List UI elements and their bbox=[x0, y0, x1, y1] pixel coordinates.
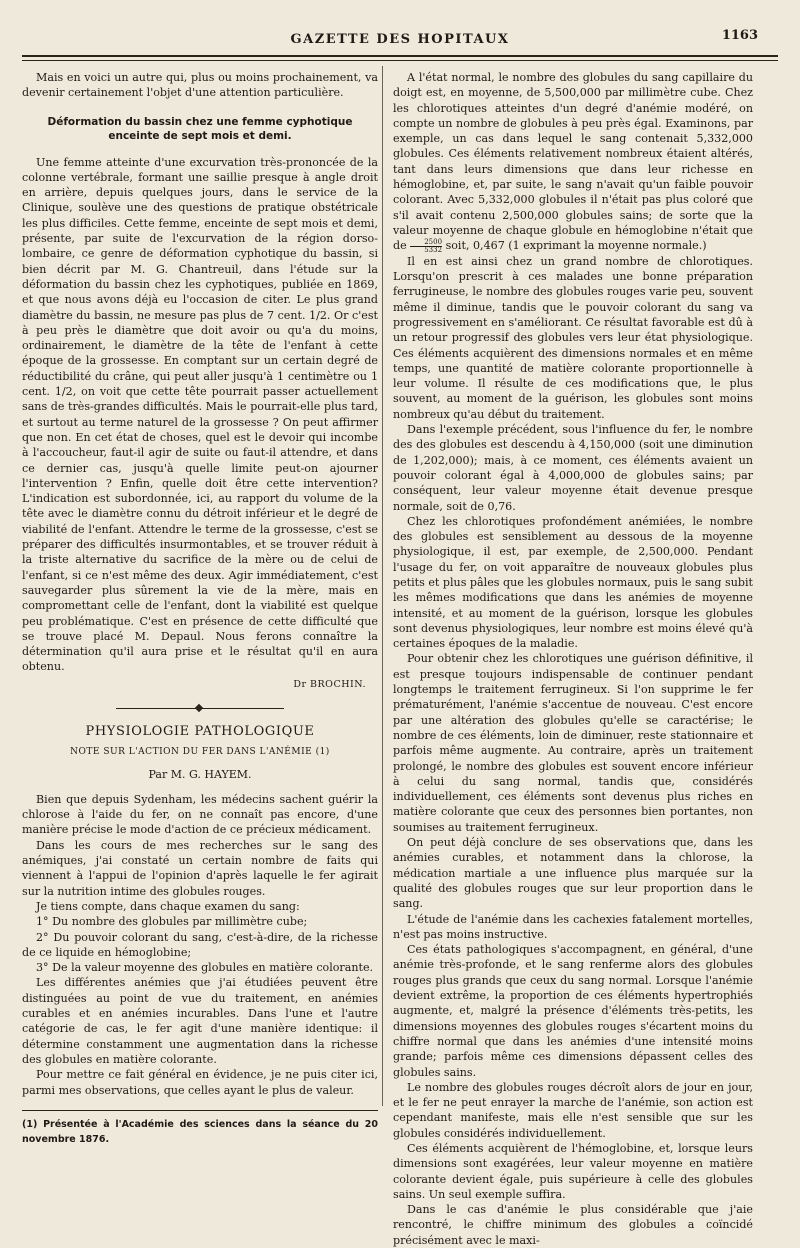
paragraph: Les différentes anémies que j'ai étudiées peuvent être distinguées au point de vue du traitement, en anémies curables et en anémies incurables. Dans l'une et l'autre catégorie de cas, le fer agit d'une manière identique: il détermine constamment une augmentation dans la richesse des globules en matière colorante. bbox=[22, 976, 378, 1066]
paragraph: Ces éléments acquièrent de l'hémoglobine, et, lorsque leurs dimensions sont exagérées, leur valeur moyenne en matière colorante devient égale, puis supérieure à celle des globules sains. Un seul exemple suffira. bbox=[393, 1141, 753, 1201]
list-item: 2° Du pouvoir colorant du sang, c'est-à-dire, de la richesse de ce liquide en hémoglobine; bbox=[22, 930, 378, 959]
paragraph: Dans le cas d'anémie le plus considérable que j'aie rencontré, le chiffre minimum des globules a coïncidé précisément avec le maxi- bbox=[393, 1203, 753, 1247]
separator-diamond-icon bbox=[195, 704, 203, 712]
section-heading: Déformation du bassin chez une femme cyphotique enceinte de sept mois et demi. bbox=[47, 115, 353, 142]
section-separator bbox=[22, 700, 378, 718]
fraction bbox=[410, 239, 442, 254]
article-title: PHYSIOLOGIE PATHOLOGIQUE bbox=[85, 723, 315, 739]
left-column bbox=[22, 70, 378, 1147]
header-rule-thin bbox=[22, 60, 778, 61]
paragraph: Pour obtenir chez les chlorotiques une guérison définitive, il est presque toujours indispensable de continuer pendant longtemps le traitement ferrugineux. Si l'on supprime le fer prématurément, l'anémie s'accentue de nouveau. C'est encore par une altération des globules qu'elle se caractérise; le nombre de ces éléments, loin de diminuer, reste stationnaire et parfois même augmente. Au contraire, après un traitement prolongé, le nombre des globules est souvent encore inférieur à celui du sang normal, tandis que, considérés individuellement, ces éléments sont devenus plus riches en matière colorante que ceux des personnes bien portantes, non soumises au traitement ferrugineux. bbox=[393, 652, 753, 834]
footnote-rule bbox=[22, 1110, 378, 1111]
paragraph-text: A l'état normal, le nombre des globules du sang capillaire du doigt est, en moyenne, de 5,500,000 par millimètre cube. Chez les chlorotiques atteintes d'un degré d'anémie modéré, on compte un nombre de globules à peu près égal. Examinons, par exemple, un cas dans lequel le sang contenait 5,332,000 globules. Ces éléments relativement nombreux étaient altérés, tant dans leurs dimensions que dans leur richesse en hémoglobine, et, par suite, le sang n'avait qu'un faible pouvoir colorant. Avec 5,332,000 globules il n'était pas plus coloré que s'il avait contenu 2,500,000 globules sains; de sorte que la valeur moyenne de chaque globule en hémoglobine n'était que de bbox=[393, 71, 753, 253]
list-item: 3° De la valeur moyenne des globules en matière colorante. bbox=[36, 961, 374, 975]
intro-paragraph: Mais en voici un autre qui, plus ou moins prochainement, va devenir certainement l'objet d'une attention particulière. bbox=[22, 71, 378, 100]
signature: Dr BROCHIN. bbox=[293, 678, 366, 690]
article-subtitle: NOTE SUR L'ACTION DU FER DANS L'ANÉMIE (1) bbox=[70, 747, 330, 758]
paragraph: Dans les cours de mes recherches sur le sang des anémiques, j'ai constaté un certain nombre de faits qui viennent à l'appui de l'opinion d'après laquelle le fer agirait sur la nutrition intime des globules rouges. bbox=[22, 838, 378, 898]
header-rule bbox=[22, 55, 778, 57]
paragraph: L'étude de l'anémie dans les cachexies fatalement mortelles, n'est pas moins instructive. bbox=[393, 912, 753, 941]
paragraph: Pour mettre ce fait général en évidence, je ne puis citer ici, parmi mes observations, que celles ayant le plus de valeur. bbox=[22, 1068, 378, 1097]
paragraph: Le nombre des globules rouges décroît alors de jour en jour, et le fer ne peut enrayer la marche de l'anémie, son action est cependant manifeste, mais elle n'est sensible que sur les globules considérés individuellement. bbox=[393, 1080, 753, 1140]
paragraph: Chez les chlorotiques profondément anémiées, le nombre des globules est sensiblement au dessous de la moyenne physiologique, il est, par exemple, de 2,500,000. Pendant l'usage du fer, on voit apparaître de nouveaux globules plus petits et plus pâles que les globules normaux, puis le sang subit les mêmes modifications que dans les anémies de moyenne intensité, et au moment de la guérison, lorsque les globules sont devenus physiologiques, leur nombre est moins élevé qu'à certaines époques de la maladie. bbox=[393, 514, 753, 651]
paragraph: Il en est ainsi chez un grand nombre de chlorotiques. Lorsqu'on prescrit à ces malades une bonne préparation ferrugineuse, le nombre des globules rouges varie peu, souvent même il diminue, tandis que le pouvoir colorant du sang va progressivement en s'améliorant. Ce résultat favorable est dû à un retour progressif des globules vers leur état physiologique. Ces éléments acquièrent des dimensions normales et en même temps, une quantité de matière colorante proportionnelle à leur volume. Il résulte de ces modifications que, le plus souvent, au moment de la guérison, les globules sont moins nombreux qu'au début du traitement. bbox=[393, 254, 753, 421]
paragraph: Bien que depuis Sydenham, les médecins sachent guérir la chlorose à l'aide du fer, on ne connaît pas encore, d'une manière précise le mode d'action de ce précieux médicament. bbox=[22, 792, 378, 837]
running-head bbox=[0, 28, 800, 52]
fraction-denominator: 5332 bbox=[424, 245, 443, 254]
paragraph: Dans l'exemple précédent, sous l'influence du fer, le nombre des des globules est descendu à 4,150,000 (soit une diminution de 1,202,000); mais, à ce moment, ces éléments avaient un pouvoir colorant égal à 4,000,000 de globules sains; par conséquent, leur valeur moyenne était devenue presque normale, soit de 0,76. bbox=[393, 423, 753, 513]
footnote: (1) Présentée à l'Académie des sciences dans la séance du 20 novembre 1876. bbox=[22, 1118, 378, 1146]
case-paragraph: Une femme atteinte d'une excurvation très-prononcée de la colonne vertébrale, formant une saillie presque à angle droit en arrière, depuis quelques jours, dans le service de la Clinique, soulève une des questions de pratique obstétricale les plus difficiles. Cette femme, enceinte de sept mois et demi, présente, par suite de l'excurvation de la région dorso-lombaire, ce genre de déformation cyphotique du bassin, si bien décrit par M. G. Chantreuil, dans l'étude sur la déformation du bassin chez les cyphotiques, publiée en 1869, et que nous avons déjà eu l'occasion de citer. Le plus grand diamètre du bassin, ne mesure pas plus de 7 cent. 1/2. Or c'est à peu près le diamètre que doit avoir ou qu'a du moins, ordinairement, le diamètre de la tête de l'enfant à cette époque de la grossesse. En comptant sur un certain degré de réductibilité du crâne, qui peut aller jusqu'à 1 centimètre ou 1 cent. 1/2, on voit que cette tête pourrait passer actuellement sans de très-grandes difficultés. Mais le pourrait-elle plus tard, et surtout au terme naturel de la grossesse ? On peut affirmer que non. En cet état de choses, quel est le devoir qui incombe à l'accoucheur, faut-il agir de suite ou faut-il attendre, et dans ce dernier cas, jusqu'à quelle limite peut-on ajourner l'intervention ? Enfin, quelle doit être cette intervention? L'indication est subordonnée, ici, au rapport du volume de la tête avec le diamètre connu du détroit inférieur et le degré de viabilité de l'enfant. Attendre le terme de la grossesse, c'est se préparer des difficultés insurmontables, et se trouver réduit à la triste alternative du sacrifice de la mère ou de celui de l'enfant, si ce n'est même des deux. Agir immédiatement, c'est sauvegarder plus sûrement la vie de la mère, mais en compromettant celle de l'enfant, dont la viabilité est quelque peu problématique. C'est en présence de cette difficulté que se trouve placé M. Depaul. Nous ferons connaître la détermination qu'il aura prise et le résultat qu'il en aura obtenu. bbox=[22, 155, 378, 674]
column-divider bbox=[382, 66, 383, 1106]
paragraph: Je tiens compte, dans chaque examen du sang: bbox=[36, 899, 300, 913]
list-item: 1° Du nombre des globules par millimètre cube; bbox=[36, 915, 308, 929]
paragraph bbox=[393, 70, 753, 254]
paragraph: On peut déjà conclure de ses observations que, dans les anémies curables, et notamment dans la chlorose, la médication martiale a une influence plus marquée sur la qualité des globules rouges que sur leur proportion dans le sang. bbox=[393, 836, 753, 911]
byline: Par M. G. HAYEM. bbox=[148, 767, 252, 781]
paragraph-text: soit, 0,467 (1 exprimant la moyenne normale.) bbox=[445, 239, 707, 253]
page-number: 1163 bbox=[721, 28, 758, 43]
paragraph: Ces états pathologiques s'accompagnent, en général, d'une anémie très-profonde, et le sang renferme alors des globules rouges plus grands que ceux du sang normal. Lorsque l'anémie devient extrême, la proportion de ces éléments hypertrophiés augmente, et, malgré la présence d'éléments très-petits, les dimensions moyennes des globules rouges s'écartent moins du chiffre normal que dans les anémies d'une intensité moins grande; parfois même ces dimensions dépassent celles des globules sains. bbox=[393, 943, 753, 1079]
fraction-numerator: 2500 bbox=[410, 239, 442, 247]
journal-title: GAZETTE DES HOPITAUX bbox=[290, 32, 510, 47]
right-column bbox=[393, 70, 753, 1248]
